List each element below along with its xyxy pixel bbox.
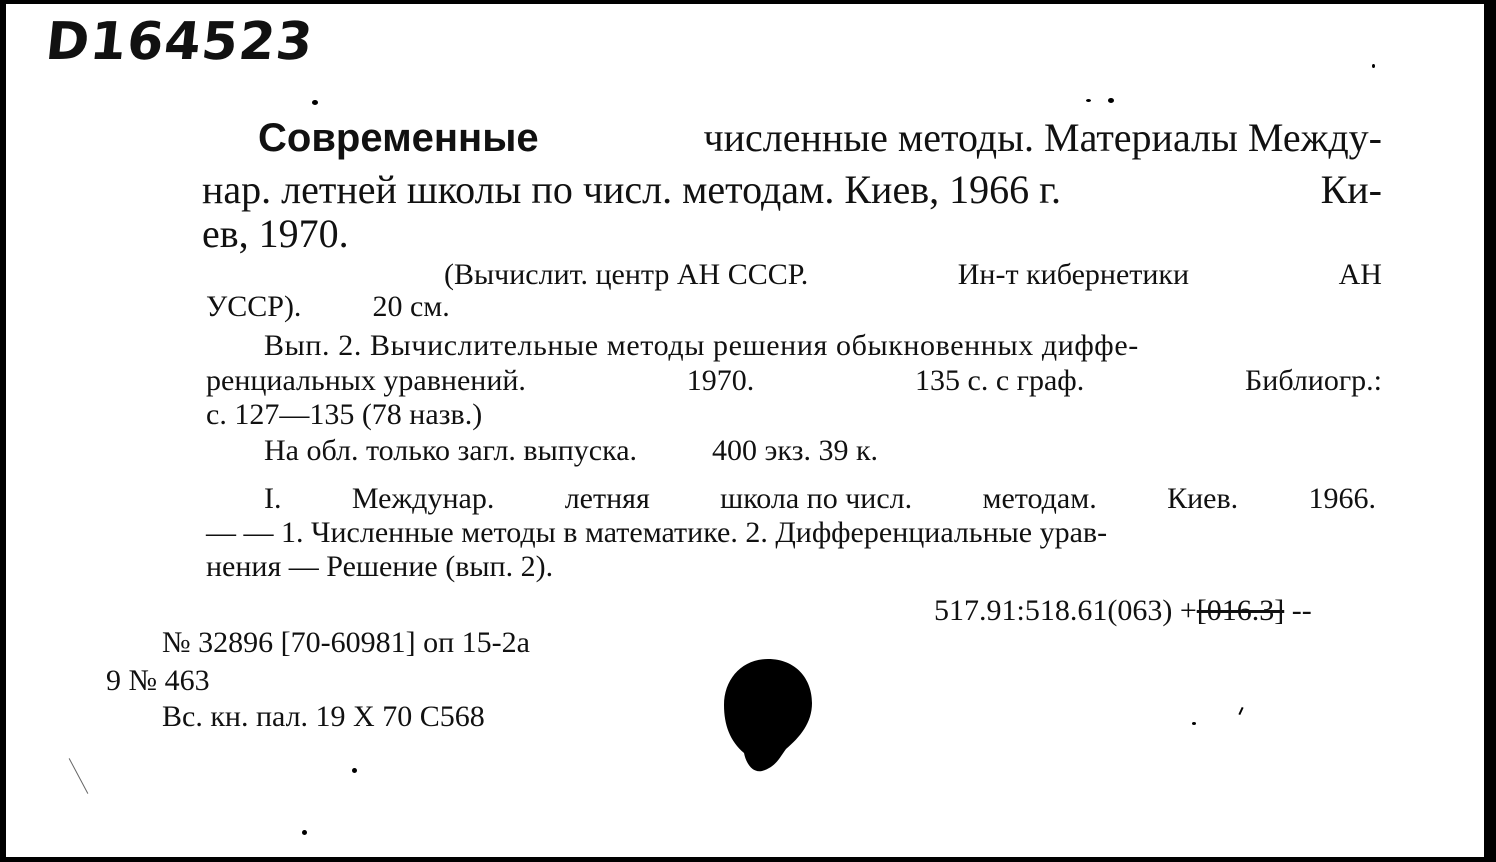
title-bold: Современные bbox=[258, 116, 539, 160]
speck bbox=[1192, 722, 1196, 725]
speck bbox=[302, 830, 307, 835]
issue-line-2-a: ренциальных уравнений. bbox=[206, 364, 526, 397]
subj-1-e: методам. bbox=[982, 482, 1097, 515]
handwritten-card-id: D164523 bbox=[42, 12, 317, 72]
stray-mark bbox=[1238, 707, 1243, 715]
speck bbox=[352, 768, 357, 773]
org-line-1-b: Ин-т кибернетики bbox=[957, 258, 1190, 291]
org-line-1 bbox=[444, 258, 1382, 292]
title-line-1 bbox=[258, 114, 1382, 161]
udc-plus: + bbox=[1179, 594, 1197, 627]
accession-line-1: № 32896 [70-60981] оп 15-2а bbox=[162, 626, 530, 659]
udc-classification bbox=[934, 594, 1312, 628]
issue-line-1: Вып. 2. Вычислительные методы решения обыкновенных диффе- bbox=[264, 329, 1139, 362]
subj-1-a: I. bbox=[264, 482, 282, 515]
issue-line-2-c: 135 с. с граф. bbox=[915, 364, 1085, 397]
speck bbox=[312, 100, 318, 105]
speck bbox=[1108, 98, 1114, 103]
title-line-2-end: Ки- bbox=[1320, 167, 1382, 212]
speck bbox=[1086, 99, 1091, 102]
issue-line-3: с. 127—135 (78 назв.) bbox=[206, 398, 483, 431]
subj-1-c: летняя bbox=[564, 482, 650, 515]
udc-tail: -- bbox=[1291, 594, 1312, 627]
ink-blot bbox=[722, 657, 814, 775]
title-line-3: ев, 1970. bbox=[202, 211, 349, 256]
title-line-1-text: численные методы. Материалы Между- bbox=[703, 115, 1382, 160]
speck bbox=[1372, 64, 1375, 68]
issue-line-2-d: Библиогр.: bbox=[1245, 364, 1382, 397]
accession-line-2: 9 № 463 bbox=[106, 664, 210, 697]
title-line-2-text: нар. летней школы по числ. методам. Киев, 1966 г. bbox=[202, 167, 1061, 212]
accession-line-3: Вс. кн. пал. 19 X 70 С568 bbox=[162, 700, 485, 733]
subjects-line-2: — — 1. Численные методы в математике. 2. Дифференциальные урав- bbox=[206, 516, 1108, 549]
udc-struck: [016.3] bbox=[1196, 594, 1285, 627]
stray-mark bbox=[69, 758, 89, 794]
note-copies: 400 экз. 39 к. bbox=[712, 434, 879, 467]
issue-line-2 bbox=[206, 364, 1382, 398]
title-line-2 bbox=[202, 166, 1382, 213]
org-line-1-c: АН bbox=[1338, 258, 1382, 291]
subj-1-f: Киев. bbox=[1167, 482, 1239, 515]
org-line-1-a: (Вычислит. центр АН СССР. bbox=[444, 258, 809, 291]
issue-line-2-b: 1970. bbox=[686, 364, 755, 397]
subjects-line-1 bbox=[264, 482, 1376, 516]
size-text: 20 см. bbox=[372, 290, 450, 323]
note-line bbox=[264, 434, 878, 468]
org-line-2 bbox=[206, 290, 450, 324]
subj-1-d: школа по числ. bbox=[720, 482, 913, 515]
subjects-line-3: нения — Решение (вып. 2). bbox=[206, 550, 554, 583]
subj-1-b: Междунар. bbox=[351, 482, 495, 515]
udc-main: 517.91:518.61(063) bbox=[934, 594, 1173, 627]
subj-1-g: 1966. bbox=[1308, 482, 1376, 515]
note-text: На обл. только загл. выпуска. bbox=[264, 434, 638, 467]
org-line-2-text: УССР). bbox=[206, 290, 302, 323]
